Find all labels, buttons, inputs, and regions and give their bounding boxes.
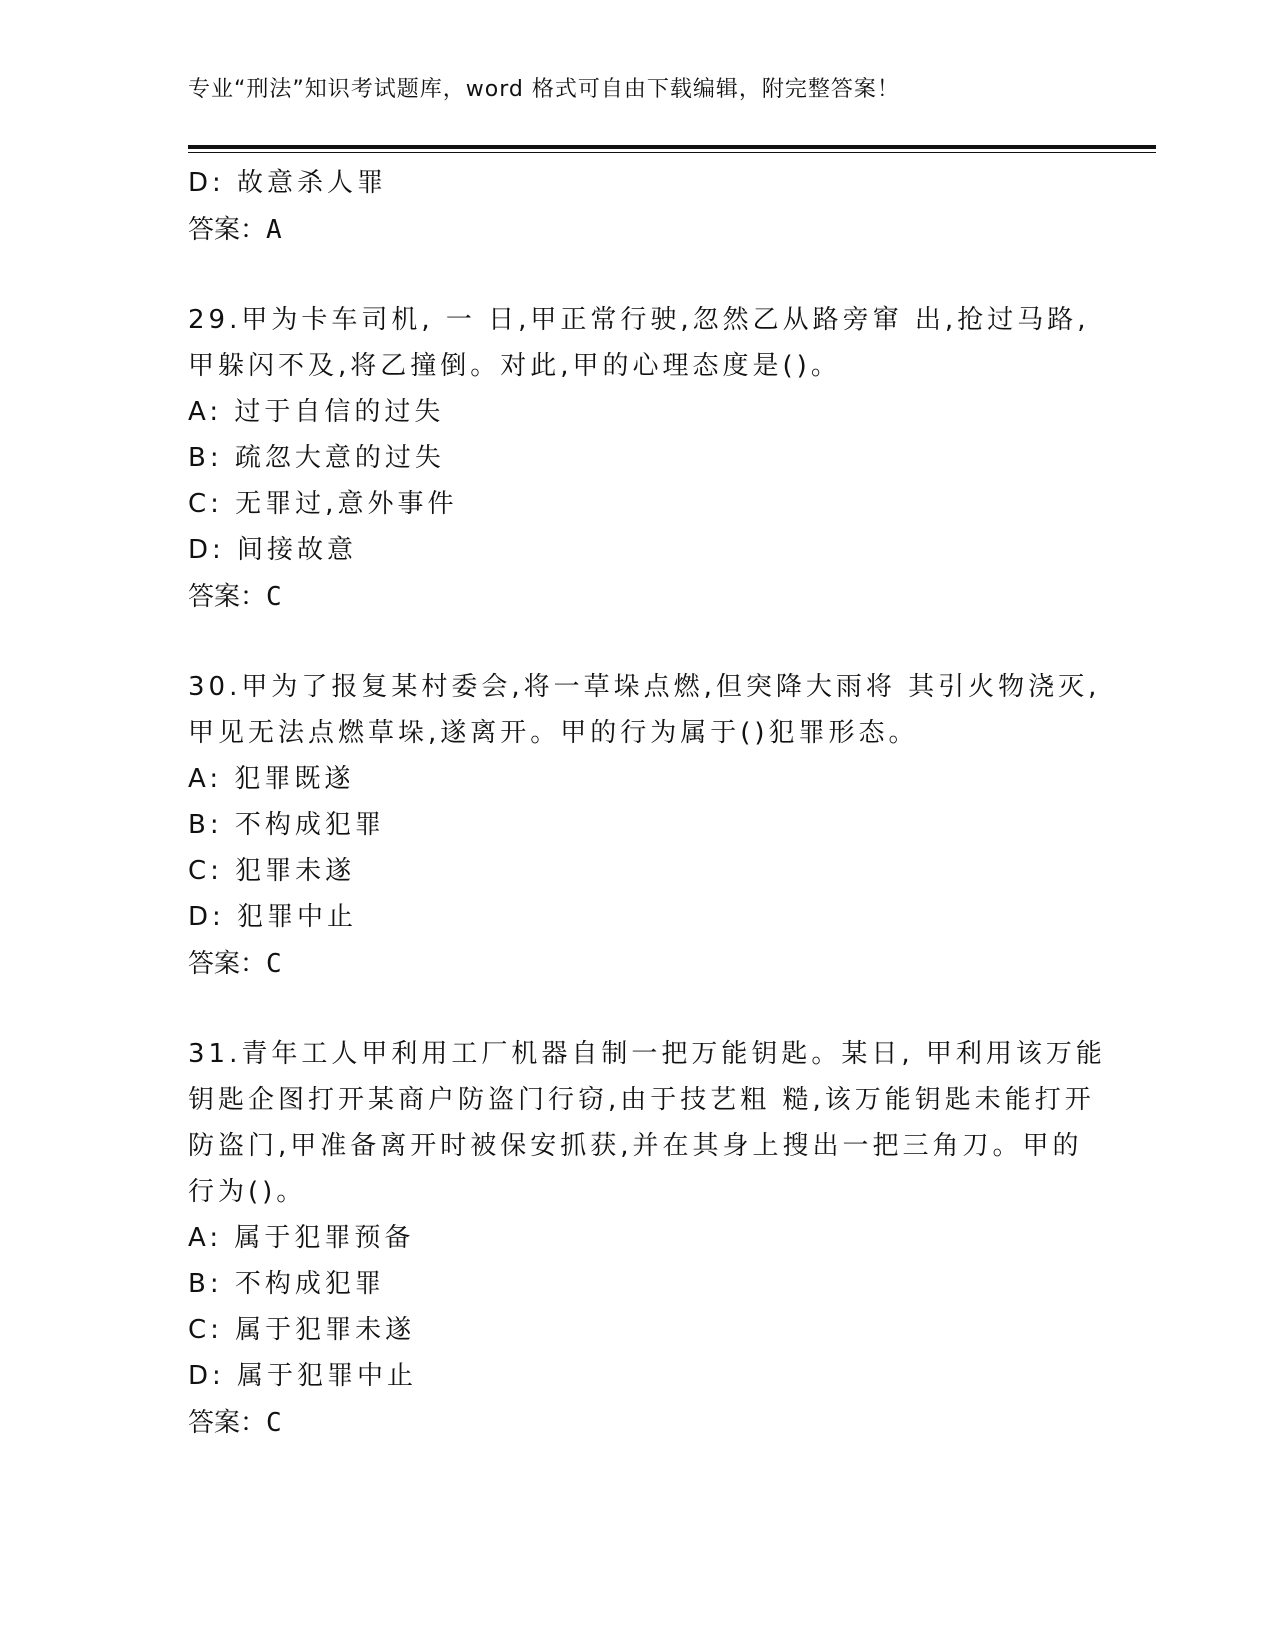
answer-line [188, 940, 1088, 987]
answer-line [188, 573, 1088, 620]
stem-line: 甲躲闪不及,将乙撞倒。对此,甲的心理态度是()。 [188, 351, 841, 381]
question-30 [188, 664, 1101, 987]
answer-value: A [266, 215, 282, 245]
answer-label: 答案： [188, 214, 267, 244]
stem-line: 30.甲为了报复某村委会,将一草垛点燃,但突降大雨将 其引火物浇灭, [188, 672, 1101, 702]
question-31 [188, 1031, 1106, 1446]
answer-line [188, 206, 1088, 253]
answer-label: 答案： [188, 1407, 267, 1437]
option-b: B: 不构成犯罪 [188, 1269, 385, 1299]
question-29 [188, 297, 1088, 620]
option-c: C: 无罪过,意外事件 [188, 489, 458, 519]
option-a: A: 犯罪既遂 [188, 764, 355, 794]
answer-line [188, 1399, 1088, 1446]
answer-value: C [266, 1408, 282, 1438]
stem-line: 防盗门,甲准备离开时被保安抓获,并在其身上搜出一把三角刀。甲的 [188, 1131, 1083, 1161]
option-c: C: 犯罪未遂 [188, 856, 356, 886]
document-body [188, 160, 1106, 1446]
option-a: A: 属于犯罪预备 [188, 1223, 415, 1253]
answer-value: C [266, 949, 282, 979]
stem-line: 29.甲为卡车司机, 一 日,甲正常行驶,忽然乙从路旁窜 出,抢过马路, [188, 305, 1090, 335]
document-header: 专业“刑法”知识考试题库，word 格式可自由下载编辑，附完整答案！ [188, 77, 900, 102]
option-b: B: 疏忽大意的过失 [188, 443, 445, 473]
header-rule-thin [188, 152, 1156, 153]
option-b: B: 不构成犯罪 [188, 810, 385, 840]
answer-label: 答案： [188, 948, 267, 978]
answer-value: C [266, 582, 282, 612]
stem-line: 行为()。 [188, 1177, 307, 1207]
stem-line: 甲见无法点燃草垛,遂离开。甲的行为属于()犯罪形态。 [188, 718, 919, 748]
option-d: D: 间接故意 [188, 535, 358, 565]
prev-question-tail [188, 160, 1088, 253]
option-d: D: 属于犯罪中止 [188, 1361, 418, 1391]
question-stem [188, 1031, 1106, 1215]
stem-line: 31.青年工人甲利用工厂机器自制一把万能钥匙。某日, 甲利用该万能 [188, 1039, 1106, 1069]
option-a: A: 过于自信的过失 [188, 397, 445, 427]
option-d: D: 犯罪中止 [188, 902, 358, 932]
option-d: D: 故意杀人罪 [188, 168, 388, 198]
answer-label: 答案： [188, 581, 267, 611]
stem-line: 钥匙企图打开某商户防盗门行窃,由于技艺粗 糙,该万能钥匙未能打开 [188, 1085, 1095, 1115]
option-c: C: 属于犯罪未遂 [188, 1315, 416, 1345]
question-stem [188, 664, 1101, 756]
question-stem [188, 297, 1088, 389]
header-rule-thick [188, 145, 1156, 149]
